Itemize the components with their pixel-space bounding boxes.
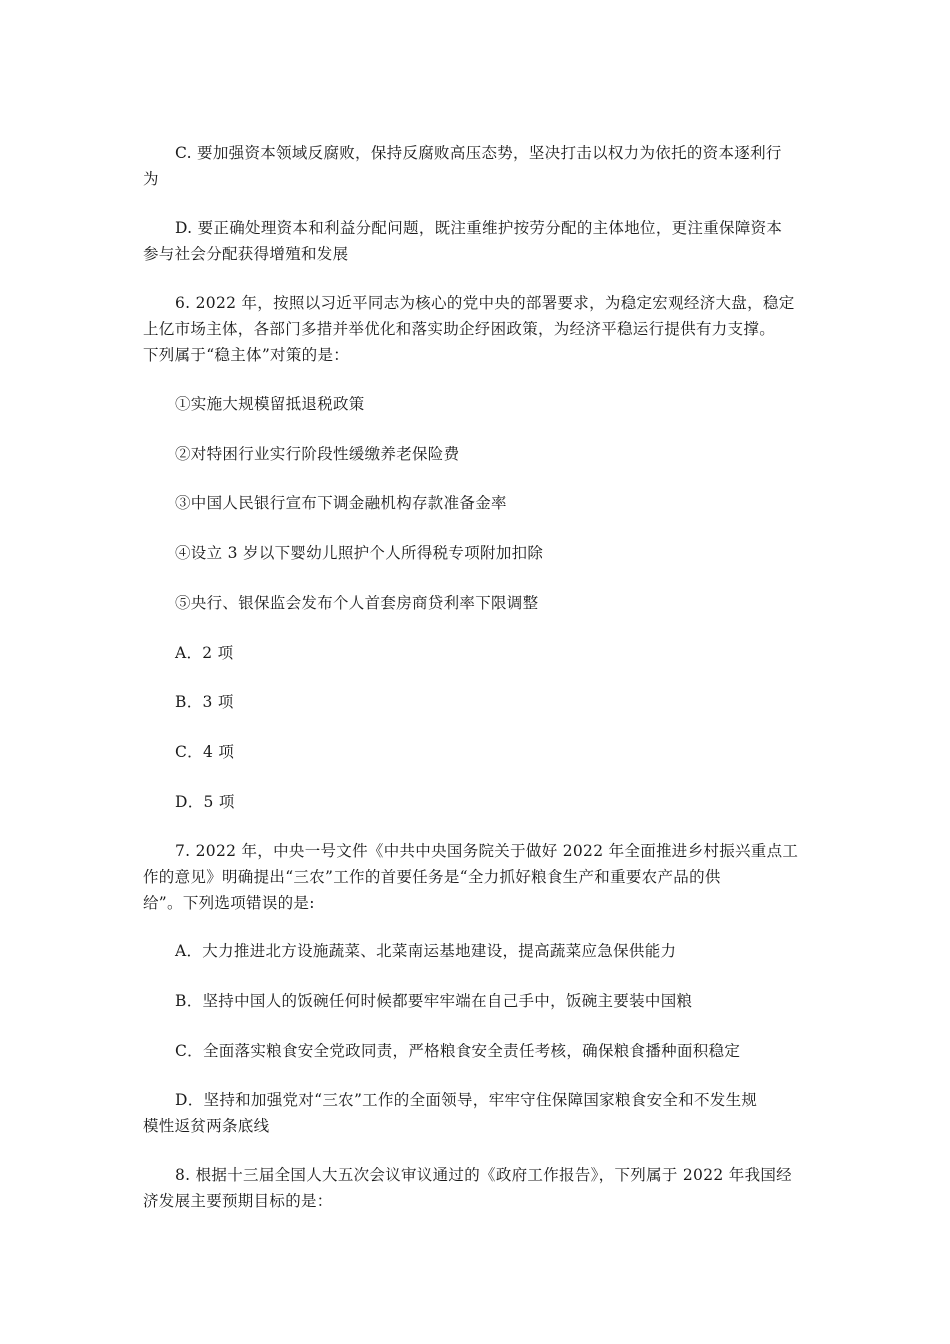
q7-stem-line1: 7. 2022 年，中央一号文件《中共中央国务院关于做好 2022 年全面推进乡村振兴重点工 xyxy=(175,842,799,860)
q6-item-2: ②对特困行业实行阶段性缓缴养老保险费 xyxy=(175,445,460,463)
q7-option-d-line1: D．坚持和加强党对“三农”工作的全面领导，牢牢守住保障国家粮食安全和不发生规 xyxy=(175,1091,758,1109)
q5-option-d-line2: 参与社会分配获得增殖和发展 xyxy=(143,245,349,263)
q7-option-b: B．坚持中国人的饭碗任何时候都要牢牢端在自己手中，饭碗主要装中国粮 xyxy=(175,992,693,1010)
q6-item-4: ④设立 3 岁以下婴幼儿照护个人所得税专项附加扣除 xyxy=(175,544,544,562)
q7-stem-line2: 作的意见》明确提出“三农”工作的首要任务是“全力抓好粮食生产和重要农产品的供 xyxy=(143,868,721,886)
q7-option-d-line2: 模性返贫两条底线 xyxy=(143,1117,270,1135)
q6-option-d: D．5 项 xyxy=(175,793,235,811)
q6-stem-line1: 6. 2022 年，按照以习近平同志为核心的党中央的部署要求，为稳定宏观经济大盘，稳定 xyxy=(175,294,795,312)
q8-stem-line2: 济发展主要预期目标的是： xyxy=(143,1192,333,1210)
q6-option-a: A．2 项 xyxy=(175,644,234,662)
q7-option-a: A．大力推进北方设施蔬菜、北菜南运基地建设，提高蔬菜应急保供能力 xyxy=(175,942,677,960)
q6-item-5: ⑤央行、银保监会发布个人首套房商贷利率下限调整 xyxy=(175,594,539,612)
q7-stem-line3: 给”。下列选项错误的是: xyxy=(143,894,315,912)
q6-option-c: C．4 项 xyxy=(175,743,235,761)
q5-option-d-line1: D. 要正确处理资本和利益分配问题，既注重维护按劳分配的主体地位，更注重保障资本 xyxy=(175,219,783,237)
q5-option-c-line1: C. 要加强资本领域反腐败，保持反腐败高压态势，坚决打击以权力为依托的资本逐利行 xyxy=(175,144,782,162)
q6-item-3: ③中国人民银行宣布下调金融机构存款准备金率 xyxy=(175,494,507,512)
q8-stem-line1: 8. 根据十三届全国人大五次会议审议通过的《政府工作报告》，下列属于 2022 年我国经 xyxy=(175,1166,792,1184)
q5-option-c-line2: 为 xyxy=(143,170,159,188)
q6-stem-line2: 上亿市场主体，各部门多措并举优化和落实助企纾困政策，为经济平稳运行提供有力支撑。 xyxy=(143,320,776,338)
q6-option-b: B．3 项 xyxy=(175,693,234,711)
q6-stem-line3: 下列属于“稳主体”对策的是： xyxy=(143,346,350,364)
q7-option-c: C．全面落实粮食安全党政同责，严格粮食安全责任考核，确保粮食播种面积稳定 xyxy=(175,1042,741,1060)
q6-item-1: ①实施大规模留抵退税政策 xyxy=(175,395,365,413)
